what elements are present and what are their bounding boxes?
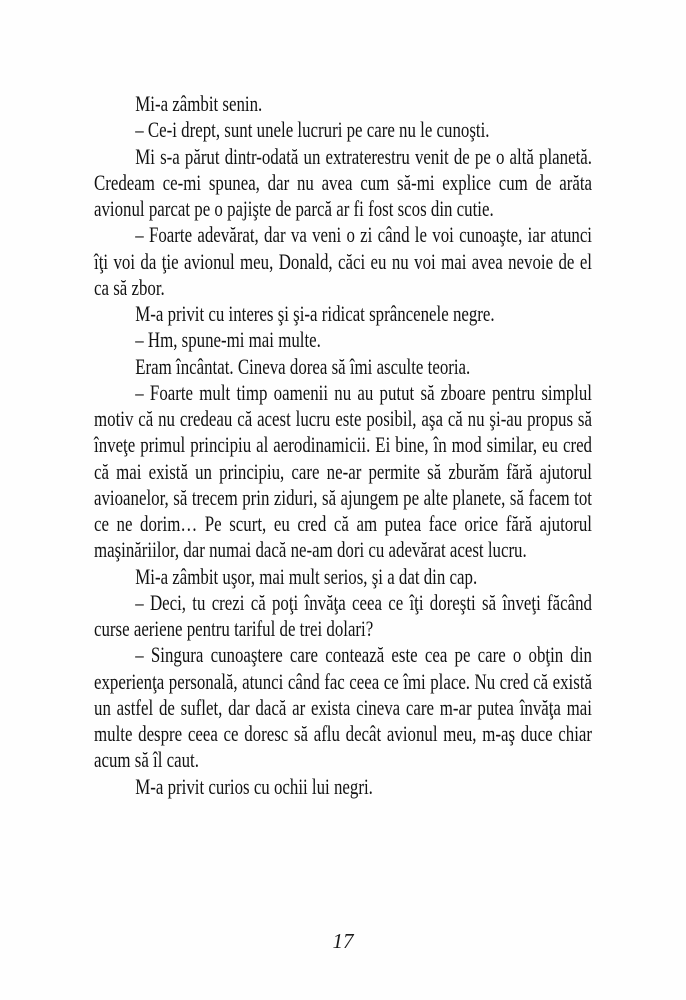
paragraph-10: – Deci, tu crezi că poţi învăţa ceea ce îţi doreşti să înveţi făcând curse aeriene pentru tariful de trei dolari?: [94, 589, 592, 641]
paragraph-6: – Hm, spune-mi mai multe.: [135, 327, 321, 353]
paragraph-1: Mi-a zâmbit senin.: [135, 91, 263, 116]
page-text: [94, 91, 592, 800]
paragraph-12: M-a privit curios cu ochii lui negri.: [135, 773, 373, 799]
paragraph-8: – Foarte mult timp oamenii nu au putut să zboare pentru simplul motiv că nu credeau că acest lucru este posibil, aşa că nu şi-au propus să înveţe primul principiu al aerodinamicii. Ei bine, în mod similar, eu cred că mai există un principiu, care ne-ar permite să zburăm fără ajutorul avioanelor, să trecem prin ziduri, să ajungem pe alte planete, să facem tot ce ne dorim… Pe scurt, eu cred că am putea face orice fără ajutorul maşinăriilor, dar numai dacă ne-am dori cu adevărat acest lucru.: [94, 379, 592, 563]
paragraph-3: Mi s-a părut dintr-odată un extraterestru venit de pe o altă planetă. Credeam ce-mi spunea, dar nu avea cum să-mi explice cum de arăta avionul parcat pe o pajişte de parcă ar fi fost scos din cutie.: [94, 143, 592, 221]
paragraph-11: – Singura cunoaştere care contează este cea pe care o obţin din experienţa personală, atunci când fac ceea ce îmi place. Nu cred că există un astfel de suflet, dar dacă ar exista cineva care m-ar putea învăţa mai multe despre ceea ce doresc să aflu decât avionul meu, m-aş duce chiar acum să îl caut.: [94, 642, 592, 773]
paragraph-2: – Ce-i drept, sunt unele lucruri pe care nu le cunoşti.: [135, 117, 490, 143]
paragraph-5: M-a privit cu interes şi şi-a ridicat sprâncenele negre.: [135, 301, 495, 326]
paragraph-7: Eram încântat. Cineva dorea să îmi asculte teoria.: [135, 353, 471, 379]
paragraph-4: – Foarte adevărat, dar va veni o zi când le voi cunoaşte, iar atunci îţi voi da ţie avionul meu, Donald, căci eu nu voi mai avea nevoie de el ca să zbor.: [94, 222, 592, 300]
page-number: 17: [332, 929, 354, 953]
paragraph-9: Mi-a zâmbit uşor, mai mult serios, şi a dat din cap.: [135, 563, 478, 589]
